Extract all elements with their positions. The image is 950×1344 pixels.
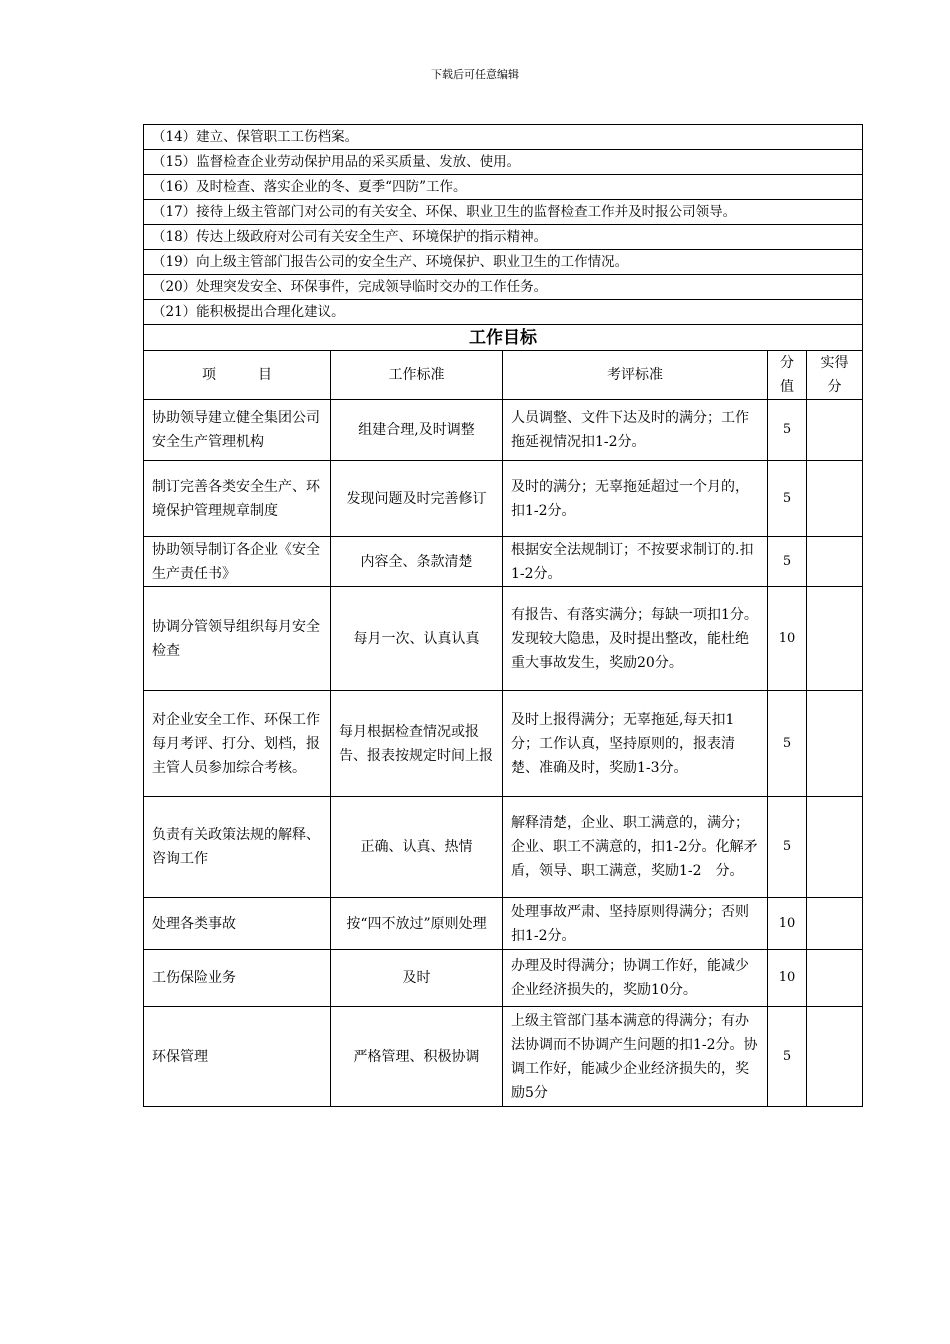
row-criteria: 处理事故严肃、坚持原则得满分；否则扣1-2分。 [503, 898, 768, 950]
header-score: 分值 [768, 351, 807, 400]
table-row [144, 691, 863, 797]
row-actual [807, 950, 863, 1007]
row-standard: 内容全、条款清楚 [331, 537, 503, 587]
header-item: 项 目 [144, 351, 331, 400]
table-row [144, 400, 863, 461]
row-item: 协助领导建立健全集团公司安全生产管理机构 [144, 400, 331, 461]
job-responsibility-table [143, 124, 863, 1107]
row-criteria: 办理及时得满分；协调工作好，能减少企业经济损失的，奖励10分。 [503, 950, 768, 1007]
row-actual [807, 898, 863, 950]
duty-row: （21）能积极提出合理化建议。 [144, 300, 863, 325]
duty-row: （17）接待上级主管部门对公司的有关安全、环保、职业卫生的监督检查工作并及时报公司领导。 [144, 200, 863, 225]
row-standard: 组建合理,及时调整 [331, 400, 503, 461]
section-title: 工作目标 [144, 325, 863, 351]
row-actual [807, 461, 863, 537]
row-score: 5 [768, 691, 807, 797]
table-row [144, 537, 863, 587]
row-standard: 每月根据检查情况或报告、报表按规定时间上报 [331, 691, 503, 797]
row-standard: 每月一次、认真认真 [331, 587, 503, 691]
row-item: 对企业安全工作、环保工作每月考评、打分、划档，报主管人员参加综合考核。 [144, 691, 331, 797]
row-score: 5 [768, 797, 807, 898]
row-actual [807, 691, 863, 797]
header-standard: 工作标准 [331, 351, 503, 400]
row-actual [807, 400, 863, 461]
row-item: 处理各类事故 [144, 898, 331, 950]
duty-row: （15）监督检查企业劳动保护用品的采买质量、发放、使用。 [144, 150, 863, 175]
table-row [144, 1007, 863, 1107]
row-score: 10 [768, 898, 807, 950]
duty-row: （16）及时检查、落实企业的冬、夏季“四防”工作。 [144, 175, 863, 200]
row-item: 协助领导制订各企业《安全生产责任书》 [144, 537, 331, 587]
row-criteria: 人员调整、文件下达及时的满分；工作拖延视情况扣1-2分。 [503, 400, 768, 461]
row-item: 负责有关政策法规的解释、咨询工作 [144, 797, 331, 898]
row-item: 工伤保险业务 [144, 950, 331, 1007]
row-actual [807, 537, 863, 587]
row-item: 协调分管领导组织每月安全检查 [144, 587, 331, 691]
row-criteria: 上级主管部门基本满意的得满分；有办法协调而不协调产生问题的扣1-2分。协调工作好，能减少企业经济损失的，奖励5分 [503, 1007, 768, 1107]
row-score: 5 [768, 461, 807, 537]
row-criteria: 有报告、有落实满分；每缺一项扣1分。发现较大隐患，及时提出整改，能杜绝重大事故发生，奖励20分。 [503, 587, 768, 691]
row-score: 5 [768, 400, 807, 461]
duty-row: （14）建立、保管职工工伤档案。 [144, 125, 863, 150]
row-score: 5 [768, 537, 807, 587]
row-actual [807, 587, 863, 691]
row-standard: 及时 [331, 950, 503, 1007]
duty-row: （18）传达上级政府对公司有关安全生产、环境保护的指示精神。 [144, 225, 863, 250]
row-item: 环保管理 [144, 1007, 331, 1107]
header-criteria: 考评标准 [503, 351, 768, 400]
table-row [144, 587, 863, 691]
row-criteria: 及时上报得满分；无辜拖延,每天扣1分；工作认真，坚持原则的，报表清楚、准确及时，奖励1-3分。 [503, 691, 768, 797]
row-score: 10 [768, 587, 807, 691]
duty-row: （20）处理突发安全、环保事件，完成领导临时交办的工作任务。 [144, 275, 863, 300]
row-score: 10 [768, 950, 807, 1007]
row-standard: 发现问题及时完善修订 [331, 461, 503, 537]
row-criteria: 解释清楚，企业、职工满意的，满分；企业、职工不满意的，扣1-2分。化解矛盾，领导、职工满意，奖励1-2 分。 [503, 797, 768, 898]
row-criteria: 及时的满分；无辜拖延超过一个月的，扣1-2分。 [503, 461, 768, 537]
table-row [144, 461, 863, 537]
header-actual: 实得分 [807, 351, 863, 400]
row-standard: 严格管理、积极协调 [331, 1007, 503, 1107]
row-actual [807, 1007, 863, 1107]
row-actual [807, 797, 863, 898]
table-row [144, 797, 863, 898]
row-criteria: 根据安全法规制订；不按要求制订的.扣1-2分。 [503, 537, 768, 587]
table-row [144, 898, 863, 950]
table-row [144, 950, 863, 1007]
header-note: 下载后可任意编辑 [431, 68, 519, 81]
row-score: 5 [768, 1007, 807, 1107]
row-standard: 正确、认真、热情 [331, 797, 503, 898]
row-standard: 按“四不放过”原则处理 [331, 898, 503, 950]
duty-row: （19）向上级主管部门报告公司的安全生产、环境保护、职业卫生的工作情况。 [144, 250, 863, 275]
row-item: 制订完善各类安全生产、环境保护管理规章制度 [144, 461, 331, 537]
